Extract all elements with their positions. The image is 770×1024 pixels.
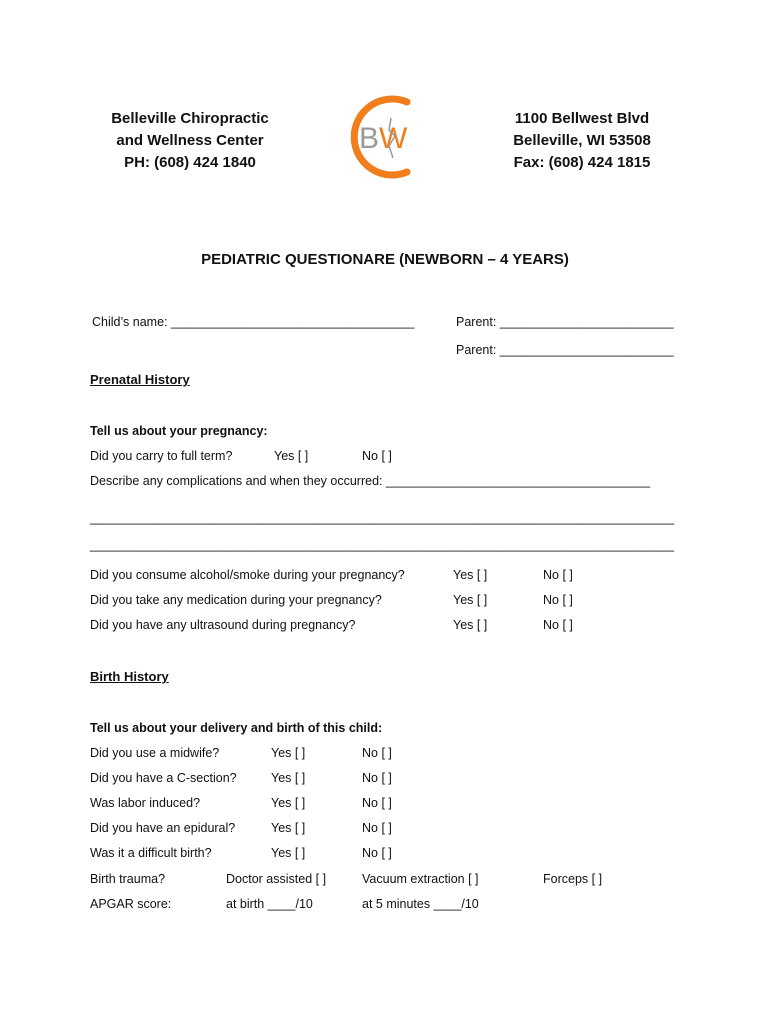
question-row — [90, 821, 690, 839]
parent-field-1[interactable]: Parent: _________________________ — [456, 315, 674, 329]
question-label: Was labor induced? — [90, 796, 201, 810]
question-row — [90, 449, 690, 467]
no-checkbox[interactable]: No [ ] — [543, 568, 573, 582]
address-street: 1100 Bellwest Blvd — [514, 110, 650, 127]
no-checkbox[interactable]: No [ ] — [543, 618, 573, 632]
clinic-address — [496, 108, 668, 174]
question-row — [90, 796, 690, 814]
complications-field[interactable]: Describe any complications and when they occurred: ______________________________________ — [90, 474, 651, 488]
no-checkbox[interactable]: No [ ] — [362, 449, 392, 463]
birth-heading: Birth History — [90, 669, 169, 684]
question-label: Was it a difficult birth? — [90, 846, 212, 860]
no-checkbox[interactable]: No [ ] — [362, 771, 392, 785]
apgar-row — [90, 897, 690, 915]
yes-checkbox[interactable]: Yes [ ] — [271, 796, 306, 810]
complications-line-1[interactable]: ____________________________________________________________________________________ — [90, 511, 674, 525]
question-label: Did you carry to full term? — [90, 449, 233, 463]
child-name-field[interactable]: Child’s name: ___________________________________ — [92, 315, 415, 329]
question-row — [90, 593, 690, 611]
question-label: Did you use a midwife? — [90, 746, 220, 760]
prenatal-prompt: Tell us about your pregnancy: — [90, 424, 268, 438]
yes-checkbox[interactable]: Yes [ ] — [271, 746, 306, 760]
apgar-birth-field[interactable]: at birth ____/10 — [226, 897, 313, 911]
no-checkbox[interactable]: No [ ] — [362, 796, 392, 810]
address-city: Belleville, WI 53508 — [513, 132, 651, 149]
yes-checkbox[interactable]: Yes [ ] — [453, 618, 488, 632]
clinic-name-line2: and Wellness Center — [116, 132, 264, 149]
doctor-assisted-checkbox[interactable]: Doctor assisted [ ] — [226, 872, 327, 886]
question-row — [90, 618, 690, 636]
page-title: PEDIATRIC QUESTIONARE (NEWBORN – 4 YEARS) — [201, 251, 569, 268]
yes-checkbox[interactable]: Yes [ ] — [453, 568, 488, 582]
vacuum-extraction-checkbox[interactable]: Vacuum extraction [ ] — [362, 872, 479, 886]
clinic-name-line1: Belleville Chiropractic — [111, 110, 269, 127]
question-row — [90, 846, 690, 864]
apgar-five-minutes-field[interactable]: at 5 minutes ____/10 — [362, 897, 479, 911]
question-row — [90, 771, 690, 789]
yes-checkbox[interactable]: Yes [ ] — [271, 771, 306, 785]
prenatal-heading: Prenatal History — [90, 372, 190, 387]
question-row — [90, 568, 690, 586]
no-checkbox[interactable]: No [ ] — [362, 846, 392, 860]
parent-field-2[interactable]: Parent: _________________________ — [456, 343, 674, 357]
no-checkbox[interactable]: No [ ] — [362, 746, 392, 760]
logo-letter-b: B — [359, 122, 380, 155]
no-checkbox[interactable]: No [ ] — [362, 821, 392, 835]
question-label: Did you take any medication during your pregnancy? — [90, 593, 382, 607]
forceps-checkbox[interactable]: Forceps [ ] — [543, 872, 603, 886]
logo-letter-w: W — [379, 122, 408, 155]
yes-checkbox[interactable]: Yes [ ] — [453, 593, 488, 607]
question-row — [90, 746, 690, 764]
birth-trauma-row — [90, 872, 690, 890]
yes-checkbox[interactable]: Yes [ ] — [274, 449, 309, 463]
yes-checkbox[interactable]: Yes [ ] — [271, 846, 306, 860]
question-label: Did you have an epidural? — [90, 821, 236, 835]
apgar-label: APGAR score: — [90, 897, 172, 911]
birth-prompt: Tell us about your delivery and birth of this child: — [90, 721, 383, 735]
yes-checkbox[interactable]: Yes [ ] — [271, 821, 306, 835]
complications-line-2[interactable]: ____________________________________________________________________________________ — [90, 538, 674, 552]
question-label: Did you consume alcohol/smoke during your pregnancy? — [90, 568, 405, 582]
bw-logo — [345, 92, 425, 182]
no-checkbox[interactable]: No [ ] — [543, 593, 573, 607]
question-label: Did you have any ultrasound during pregnancy? — [90, 618, 356, 632]
birth-trauma-label: Birth trauma? — [90, 872, 166, 886]
clinic-phone: PH: (608) 424 1840 — [124, 154, 256, 171]
question-label: Did you have a C-section? — [90, 771, 237, 785]
clinic-fax: Fax: (608) 424 1815 — [513, 154, 651, 171]
clinic-info — [100, 108, 280, 174]
